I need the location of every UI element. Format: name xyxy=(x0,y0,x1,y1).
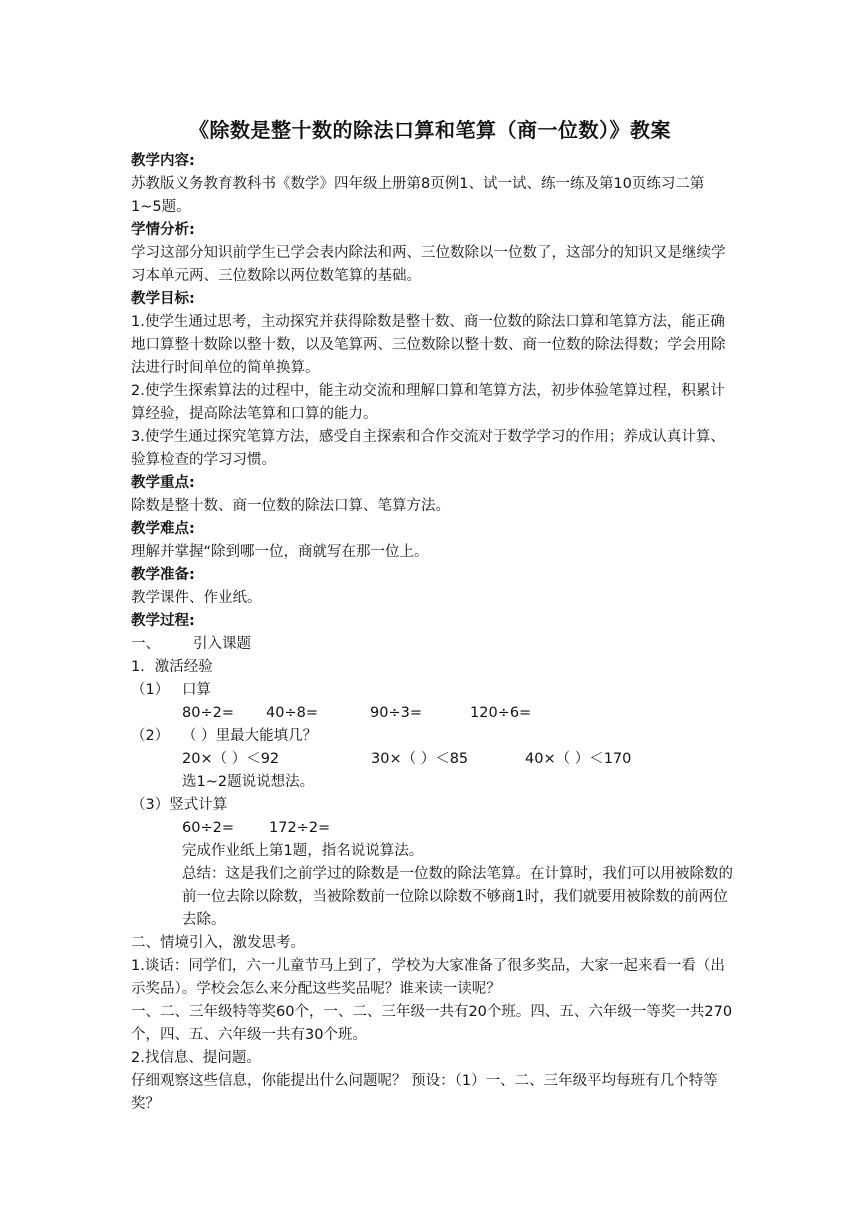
q3-summary: 总结：这是我们之前学过的除数是一位数的除法笔算。在计算时，我们可以用被除数的前一位去除以除数，当被除数前一位除以除数不够商1时，我们就要用被除数的前两位去除。 xyxy=(182,866,733,928)
section-heading-difficulties: 教学难点: xyxy=(131,521,195,537)
goal-item: 3.使学生通过探究笔算方法，感受自主探索和合作交流对于数学学习的作用；养成认真计算、验算检查的学习习惯。 xyxy=(131,429,725,468)
q1-title: 口算 xyxy=(182,682,211,698)
document-body xyxy=(131,150,733,1116)
process-part1-heading xyxy=(131,633,733,656)
section-heading-analysis: 学情分析: xyxy=(131,222,195,238)
section-text-analysis: 学习这部分知识前学生已学会表内除法和两、三位数除以一位数了，这部分的知识又是继续学习本单元两、三位数除以两位数笔算的基础。 xyxy=(131,245,726,284)
goal-item: 2.使学生探索算法的过程中，能主动交流和理解口算和笔算方法，初步体验笔算过程，积累计算经验，提高除法笔算和口算的能力。 xyxy=(131,383,725,422)
q1-item: 80÷2= xyxy=(182,705,234,721)
q1-item: 40÷8= xyxy=(266,705,318,721)
q1-item: 120÷6= xyxy=(470,705,532,721)
q1-item: 90÷3= xyxy=(370,705,422,721)
section-heading-process: 教学过程: xyxy=(131,613,195,629)
section-text-difficulties: 理解并掌握“除到哪一位，商就写在那一位上。 xyxy=(131,544,429,560)
section-heading-content: 教学内容: xyxy=(131,153,195,169)
q2-items xyxy=(131,748,733,771)
goal-item: 1.使学生通过思考，主动探究并获得除数是整十数、商一位数的除法口算和笔算方法，能正确地口算整十数除以整十数，以及笔算两、三位数除以整十数、商一位数的除法得数；学会用除法进行时间单位的简单换算。 xyxy=(131,314,726,376)
q2-note: 选1~2题说说想法。 xyxy=(182,774,315,790)
q1-label: （1） xyxy=(131,682,170,698)
process-sub1: 1．激活经验 xyxy=(131,659,213,675)
q2-title: （ ）里最大能填几？ xyxy=(182,728,318,744)
part2-paragraph: 2.找信息、提问题。 xyxy=(131,1050,261,1066)
part2-paragraph: 1.谈话：同学们，六一儿童节马上到了，学校为大家准备了很多奖品，大家一起来看一看（出示奖品）。学校会怎么来分配这些奖品呢？谁来读一读呢？ xyxy=(131,958,725,997)
section-text-preparation: 教学课件、作业纸。 xyxy=(131,590,262,606)
part-number: 一、 xyxy=(131,636,160,652)
process-part2-heading: 二、情境引入，激发思考。 xyxy=(131,935,305,951)
part2-paragraph: 一、二、三年级特等奖60个，一、二、三年级一共有20个班。四、五、六年级一等奖一共270个，四、五、六年级一共有30个班。 xyxy=(131,1004,733,1043)
q3-items xyxy=(131,817,733,840)
q3-item: 60÷2= xyxy=(182,820,234,836)
q2-label: （2） xyxy=(131,728,170,744)
part-label: 引入课题 xyxy=(193,636,251,652)
section-heading-goals: 教学目标: xyxy=(131,291,195,307)
section-heading-key-points: 教学重点: xyxy=(131,475,195,491)
q1-items xyxy=(131,702,733,725)
q1-row xyxy=(131,679,733,702)
q3-note: 完成作业纸上第1题，指名说说算法。 xyxy=(182,843,424,859)
section-heading-preparation: 教学准备: xyxy=(131,567,195,583)
q2-item: 40×（ ）＜170 xyxy=(525,751,632,767)
part2-paragraph: 仔细观察这些信息，你能提出什么问题呢？ 预设：（1）一、二、三年级平均每班有几个特等奖？ xyxy=(131,1073,718,1112)
q2-row xyxy=(131,725,733,748)
q2-item: 30×（ ）＜85 xyxy=(371,751,469,767)
section-text-key-points: 除数是整十数、商一位数的除法口算、笔算方法。 xyxy=(131,498,450,514)
q3-item: 172÷2= xyxy=(269,820,331,836)
page-title: 《除数是整十数的除法口算和笔算（商一位数）》教案 xyxy=(189,118,671,142)
q2-item: 20×（ ）＜92 xyxy=(182,751,280,767)
q3-label: （3）竖式计算 xyxy=(131,797,228,813)
section-text-content: 苏教版义务教育教科书《数学》四年级上册第8页例1、试一试、练一练及第10页练习二第1~5题。 xyxy=(131,176,705,215)
